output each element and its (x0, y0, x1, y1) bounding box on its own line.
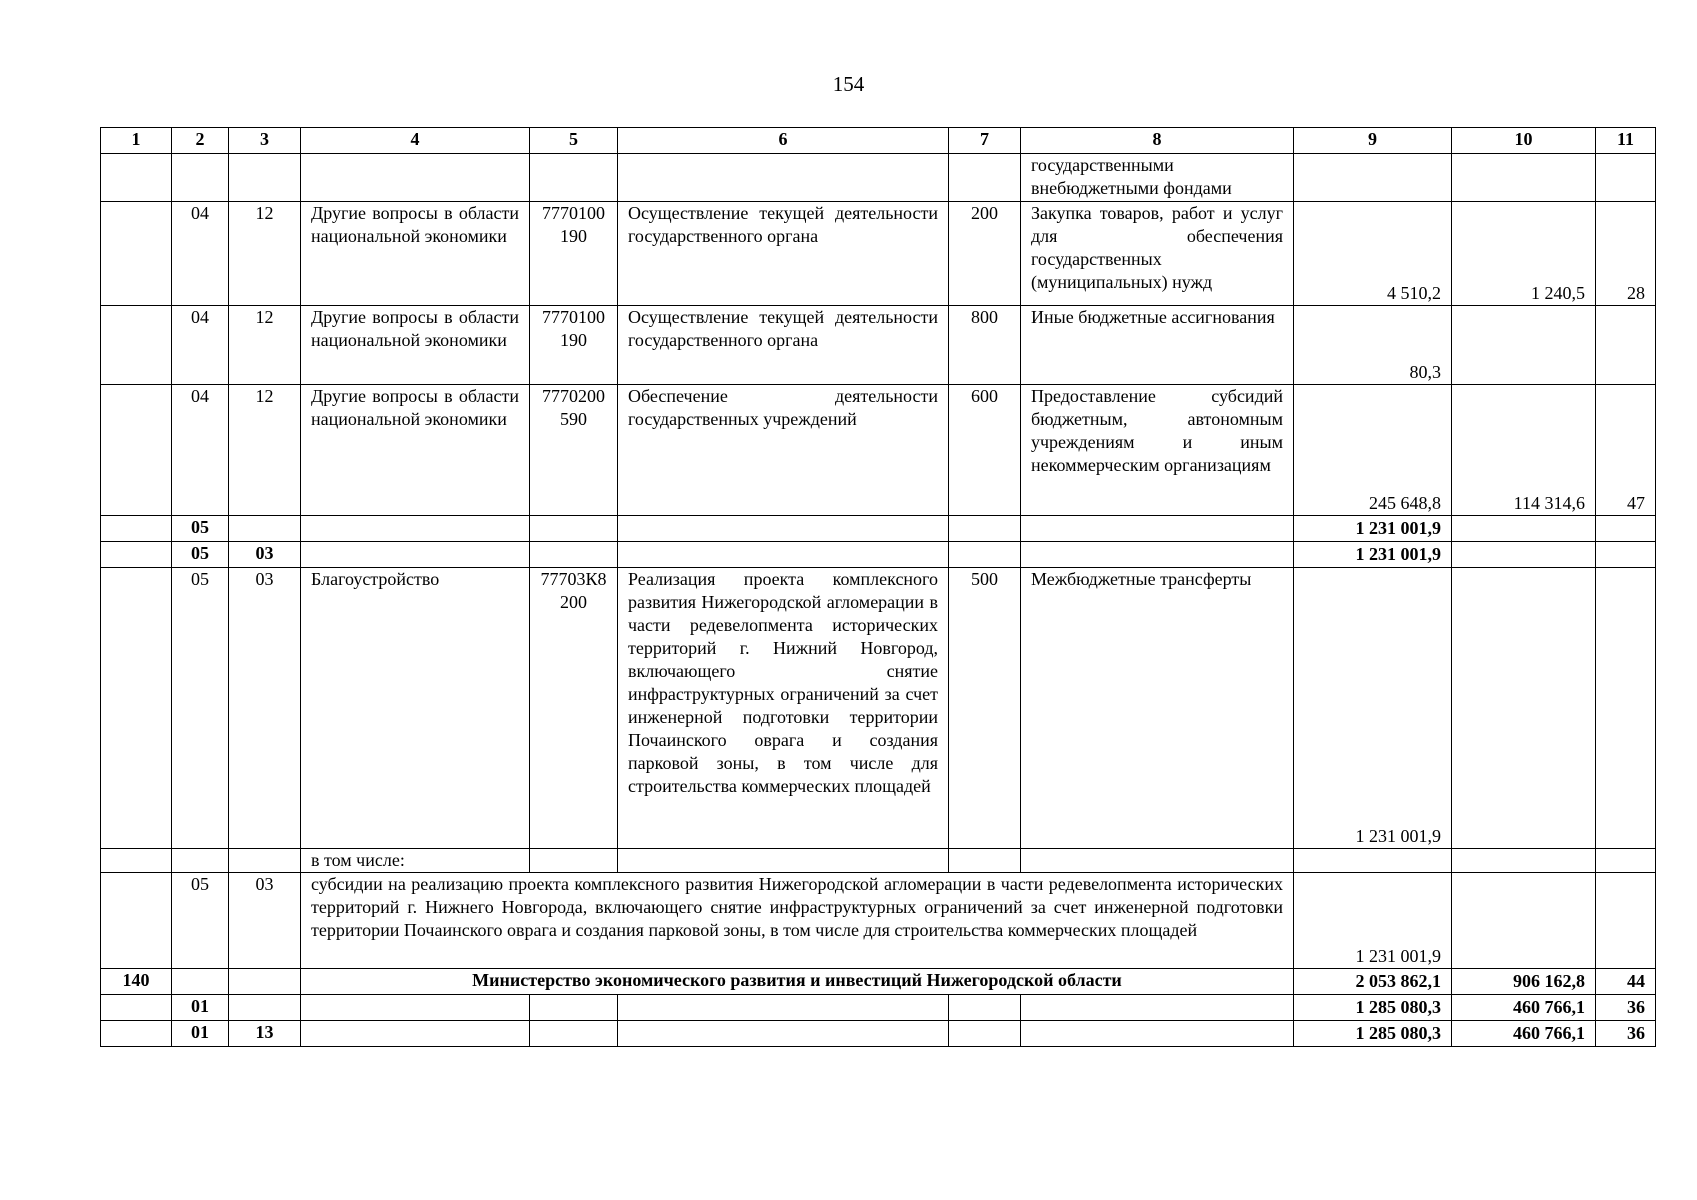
cell-spent (1452, 568, 1596, 849)
cell-percent (1596, 873, 1656, 969)
table-header-row (101, 128, 1656, 154)
cell-expense-type-name: государственными внебюджетными фондами (1021, 154, 1294, 202)
cell-target-name (618, 516, 949, 542)
table-row (101, 969, 1656, 995)
cell-subsection: 03 (229, 568, 301, 849)
cell-subsection-name: Другие вопросы в области национальной экономики (301, 306, 530, 385)
cell-section: 05 (172, 873, 229, 969)
column-header: 3 (229, 128, 301, 154)
cell-subsection-name: Благоустройство (301, 568, 530, 849)
cell-target-code: 77703К8200 (530, 568, 618, 849)
cell-expense-type (949, 995, 1021, 1021)
cell-subsection (229, 849, 301, 873)
cell-percent (1596, 306, 1656, 385)
cell-admin (101, 306, 172, 385)
table-row (101, 385, 1656, 516)
column-header: 1 (101, 128, 172, 154)
cell-admin (101, 849, 172, 873)
cell-target-name (618, 849, 949, 873)
cell-admin: 140 (101, 969, 172, 995)
cell-ministry-name: Министерство экономического развития и инвестиций Нижегородской области (301, 969, 1294, 995)
cell-admin (101, 542, 172, 568)
cell-amount: 245 648,8 (1294, 385, 1452, 516)
cell-subsection-name (301, 542, 530, 568)
cell-spent: 460 766,1 (1452, 995, 1596, 1021)
cell-spent (1452, 873, 1596, 969)
cell-admin (101, 568, 172, 849)
cell-target-name (618, 1021, 949, 1047)
cell-amount: 1 231 001,9 (1294, 568, 1452, 849)
cell-section (172, 154, 229, 202)
cell-target-name: Осуществление текущей деятельности государственного органа (618, 306, 949, 385)
cell-expense-type-name (1021, 995, 1294, 1021)
cell-amount (1294, 154, 1452, 202)
cell-spent (1452, 516, 1596, 542)
cell-expense-type: 600 (949, 385, 1021, 516)
column-header: 9 (1294, 128, 1452, 154)
cell-section: 01 (172, 1021, 229, 1047)
cell-expense-type (949, 516, 1021, 542)
cell-subsection-name (301, 516, 530, 542)
cell-admin (101, 516, 172, 542)
table-row (101, 1021, 1656, 1047)
cell-spent: 114 314,6 (1452, 385, 1596, 516)
cell-section: 05 (172, 568, 229, 849)
cell-admin (101, 202, 172, 306)
table-row (101, 849, 1656, 873)
cell-target-code (530, 1021, 618, 1047)
cell-admin (101, 385, 172, 516)
cell-expense-type: 500 (949, 568, 1021, 849)
table-row (101, 873, 1656, 969)
cell-percent (1596, 516, 1656, 542)
column-header: 2 (172, 128, 229, 154)
cell-subsection (229, 969, 301, 995)
cell-subsection: 03 (229, 873, 301, 969)
cell-amount: 1 231 001,9 (1294, 542, 1452, 568)
column-header: 10 (1452, 128, 1596, 154)
cell-subsidy-description: субсидии на реализацию проекта комплексного развития Нижегородской агломерации в части редевелопмента исторических территорий г. Нижнего Новгорода, включающего снятие инфраструктурных ограничений за счет инженерной подготовки территории Почаинского оврага и создания парковой зоны, в том числе для строительства коммерческих площадей (301, 873, 1294, 969)
column-header: 8 (1021, 128, 1294, 154)
cell-admin (101, 1021, 172, 1047)
cell-subsection-name: в том числе: (301, 849, 530, 873)
cell-section: 04 (172, 202, 229, 306)
cell-amount: 2 053 862,1 (1294, 969, 1452, 995)
cell-section (172, 849, 229, 873)
cell-subsection: 13 (229, 1021, 301, 1047)
cell-percent (1596, 542, 1656, 568)
table-row (101, 154, 1656, 202)
cell-spent (1452, 306, 1596, 385)
cell-expense-type (949, 849, 1021, 873)
table-row (101, 995, 1656, 1021)
table-row (101, 568, 1656, 849)
cell-target-name: Реализация проекта комплексного развития Нижегородской агломерации в части редевелопмента исторических территорий г. Нижний Новгород, включающего снятие инфраструктурных ограничений за счет инженерной подготовки территории Почаинского оврага и создания парковой зоны, в том числе для строительства коммерческих площадей (618, 568, 949, 849)
cell-section: 04 (172, 306, 229, 385)
cell-expense-type-name (1021, 542, 1294, 568)
cell-subsection-name (301, 995, 530, 1021)
cell-expense-type (949, 1021, 1021, 1047)
cell-section: 05 (172, 542, 229, 568)
cell-subsection (229, 995, 301, 1021)
table-row (101, 306, 1656, 385)
cell-spent: 1 240,5 (1452, 202, 1596, 306)
cell-expense-type-name: Иные бюджетные ассигнования (1021, 306, 1294, 385)
cell-subsection-name: Другие вопросы в области национальной экономики (301, 385, 530, 516)
column-header: 4 (301, 128, 530, 154)
cell-percent: 28 (1596, 202, 1656, 306)
cell-subsection-name (301, 154, 530, 202)
table-row (101, 202, 1656, 306)
cell-expense-type-name: Предоставление субсидий бюджетным, автономным учреждениям и иным некоммерческим организациям (1021, 385, 1294, 516)
cell-expense-type (949, 154, 1021, 202)
cell-target-code: 7770200590 (530, 385, 618, 516)
cell-target-code (530, 516, 618, 542)
cell-target-code (530, 849, 618, 873)
cell-percent: 36 (1596, 995, 1656, 1021)
cell-amount: 4 510,2 (1294, 202, 1452, 306)
cell-percent (1596, 849, 1656, 873)
cell-target-name: Осуществление текущей деятельности государственного органа (618, 202, 949, 306)
column-header: 7 (949, 128, 1021, 154)
cell-target-name (618, 995, 949, 1021)
cell-section (172, 969, 229, 995)
cell-target-name (618, 542, 949, 568)
cell-admin (101, 873, 172, 969)
cell-percent: 44 (1596, 969, 1656, 995)
cell-expense-type-name: Закупка товаров, работ и услуг для обеспечения государственных (муниципальных) нужд (1021, 202, 1294, 306)
cell-subsection: 12 (229, 306, 301, 385)
cell-amount: 1 285 080,3 (1294, 1021, 1452, 1047)
column-header: 5 (530, 128, 618, 154)
cell-subsection (229, 516, 301, 542)
cell-amount: 1 231 001,9 (1294, 873, 1452, 969)
cell-percent (1596, 568, 1656, 849)
cell-amount (1294, 849, 1452, 873)
cell-target-code (530, 995, 618, 1021)
cell-target-code (530, 154, 618, 202)
cell-subsection: 12 (229, 202, 301, 306)
cell-target-name (618, 154, 949, 202)
cell-expense-type (949, 542, 1021, 568)
cell-target-code (530, 542, 618, 568)
cell-subsection-name (301, 1021, 530, 1047)
budget-table (100, 127, 1656, 1047)
cell-spent: 460 766,1 (1452, 1021, 1596, 1047)
page-number: 154 (832, 72, 865, 96)
table-row (101, 542, 1656, 568)
cell-spent: 906 162,8 (1452, 969, 1596, 995)
cell-expense-type-name (1021, 849, 1294, 873)
cell-expense-type: 200 (949, 202, 1021, 306)
column-header: 6 (618, 128, 949, 154)
cell-section: 01 (172, 995, 229, 1021)
cell-subsection: 03 (229, 542, 301, 568)
cell-expense-type-name (1021, 516, 1294, 542)
cell-amount: 80,3 (1294, 306, 1452, 385)
cell-percent: 36 (1596, 1021, 1656, 1047)
cell-expense-type: 800 (949, 306, 1021, 385)
cell-percent (1596, 154, 1656, 202)
cell-spent (1452, 154, 1596, 202)
column-header: 11 (1596, 128, 1656, 154)
cell-expense-type-name (1021, 1021, 1294, 1047)
cell-spent (1452, 849, 1596, 873)
cell-amount: 1 285 080,3 (1294, 995, 1452, 1021)
cell-admin (101, 154, 172, 202)
cell-expense-type-name: Межбюджетные трансферты (1021, 568, 1294, 849)
cell-admin (101, 995, 172, 1021)
cell-percent: 47 (1596, 385, 1656, 516)
cell-subsection: 12 (229, 385, 301, 516)
cell-target-code: 7770100190 (530, 306, 618, 385)
cell-target-name: Обеспечение деятельности государственных учреждений (618, 385, 949, 516)
cell-subsection-name: Другие вопросы в области национальной экономики (301, 202, 530, 306)
cell-amount: 1 231 001,9 (1294, 516, 1452, 542)
cell-spent (1452, 542, 1596, 568)
cell-section: 05 (172, 516, 229, 542)
cell-section: 04 (172, 385, 229, 516)
cell-subsection (229, 154, 301, 202)
table-row (101, 516, 1656, 542)
cell-target-code: 7770100190 (530, 202, 618, 306)
